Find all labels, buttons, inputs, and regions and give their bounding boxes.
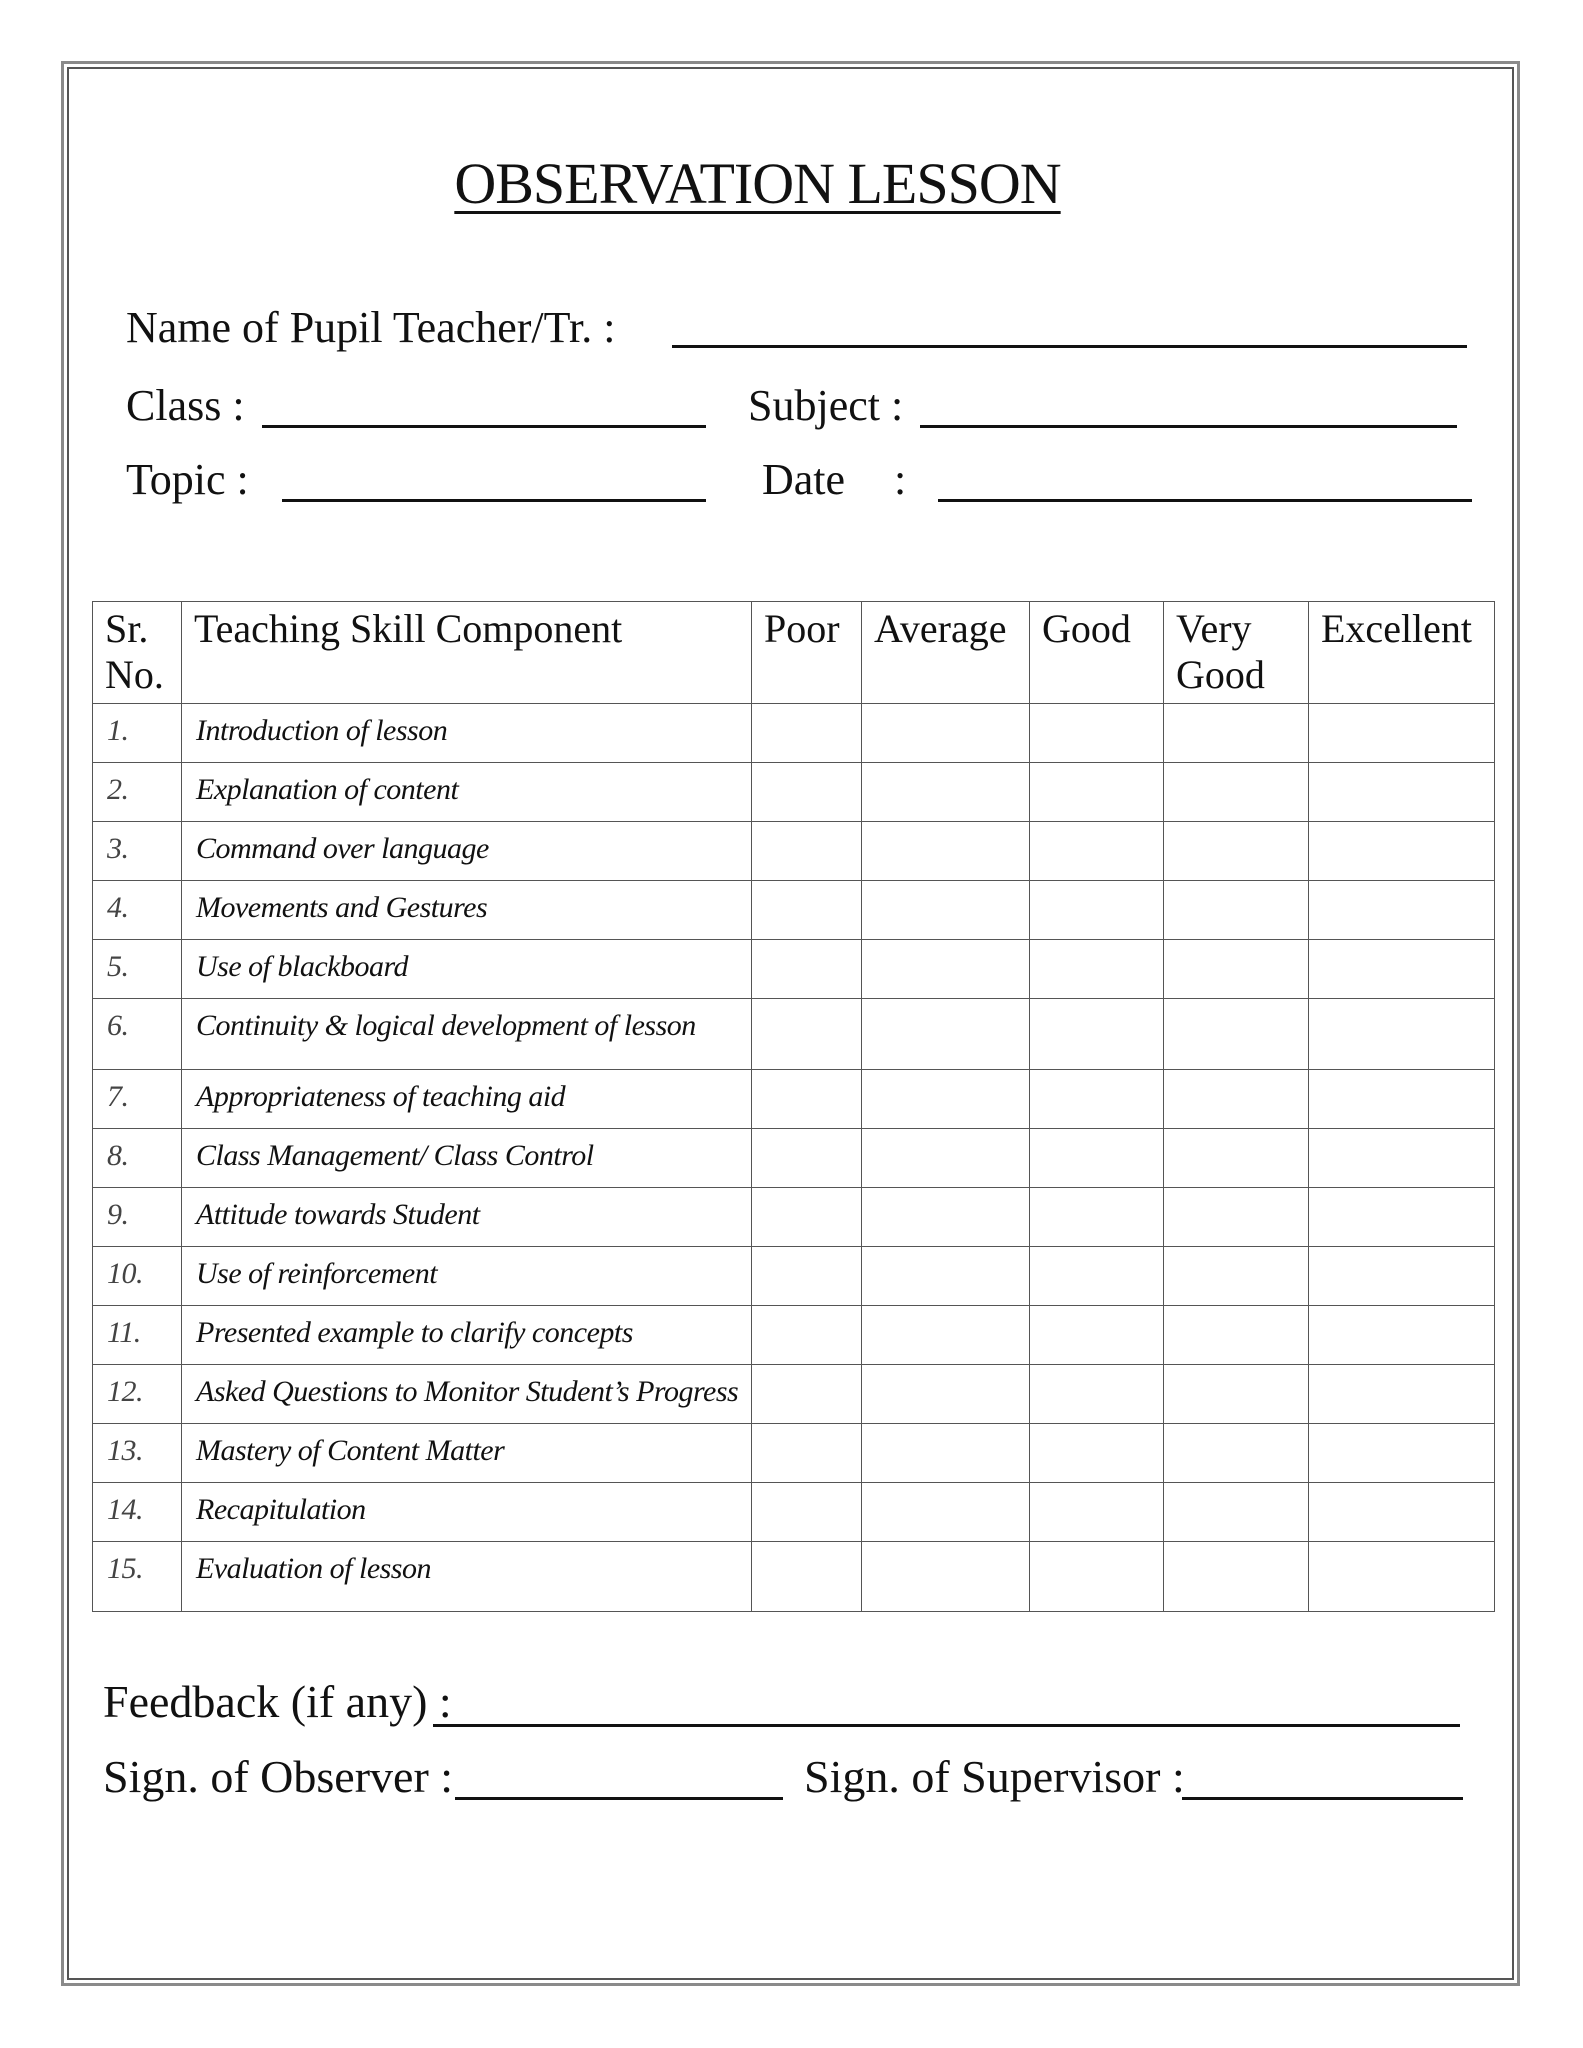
- rating-cell-poor[interactable]: [752, 1483, 862, 1542]
- form-title: OBSERVATION LESSON: [454, 151, 1061, 216]
- rating-cell-excellent[interactable]: [1309, 1365, 1495, 1424]
- rating-cell-good[interactable]: [1030, 1483, 1164, 1542]
- skill-component: Explanation of content: [182, 763, 752, 822]
- rating-cell-excellent[interactable]: [1309, 1483, 1495, 1542]
- row-number: 1.: [93, 704, 182, 763]
- row-number: 5.: [93, 940, 182, 999]
- observer-sign-field[interactable]: [455, 1797, 783, 1800]
- rating-cell-excellent[interactable]: [1309, 881, 1495, 940]
- feedback-label: Feedback (if any) :: [103, 1676, 452, 1727]
- header-good: Good: [1030, 602, 1164, 704]
- rating-cell-excellent[interactable]: [1309, 1306, 1495, 1365]
- rating-cell-average[interactable]: [862, 704, 1030, 763]
- rating-cell-poor[interactable]: [752, 999, 862, 1070]
- subject-label: Subject :: [748, 381, 904, 430]
- row-number: 12.: [93, 1365, 182, 1424]
- supervisor-sign-field[interactable]: [1182, 1797, 1463, 1800]
- rating-cell-very-good[interactable]: [1164, 1129, 1309, 1188]
- rating-cell-very-good[interactable]: [1164, 1247, 1309, 1306]
- rating-cell-average[interactable]: [862, 1424, 1030, 1483]
- rating-cell-good[interactable]: [1030, 763, 1164, 822]
- rating-cell-poor[interactable]: [752, 1542, 862, 1612]
- class-field[interactable]: [262, 425, 706, 428]
- rating-cell-very-good[interactable]: [1164, 1188, 1309, 1247]
- row-number: 8.: [93, 1129, 182, 1188]
- rating-cell-poor[interactable]: [752, 1365, 862, 1424]
- rating-cell-poor[interactable]: [752, 1247, 862, 1306]
- row-number: 3.: [93, 822, 182, 881]
- rating-cell-average[interactable]: [862, 881, 1030, 940]
- skill-component: Mastery of Content Matter: [182, 1424, 752, 1483]
- skill-component: Use of blackboard: [182, 940, 752, 999]
- observer-sign-label: Sign. of Observer :: [103, 1751, 454, 1802]
- rating-cell-good[interactable]: [1030, 1070, 1164, 1129]
- rating-cell-excellent[interactable]: [1309, 704, 1495, 763]
- feedback-field[interactable]: [433, 1724, 1460, 1727]
- rating-cell-excellent[interactable]: [1309, 940, 1495, 999]
- rating-cell-very-good[interactable]: [1164, 1542, 1309, 1612]
- header-sr-no: Sr. No.: [93, 602, 182, 704]
- table-row: [93, 940, 1495, 999]
- rating-cell-excellent[interactable]: [1309, 822, 1495, 881]
- rating-cell-very-good[interactable]: [1164, 1424, 1309, 1483]
- rating-cell-average[interactable]: [862, 1188, 1030, 1247]
- rating-cell-very-good[interactable]: [1164, 1070, 1309, 1129]
- row-number: 13.: [93, 1424, 182, 1483]
- rating-cell-poor[interactable]: [752, 704, 862, 763]
- row-number: 15.: [93, 1542, 182, 1612]
- class-label: Class :: [126, 381, 245, 430]
- table-row: [93, 1188, 1495, 1247]
- rating-cell-average[interactable]: [862, 1129, 1030, 1188]
- row-number: 9.: [93, 1188, 182, 1247]
- table-row: [93, 1129, 1495, 1188]
- rating-cell-good[interactable]: [1030, 881, 1164, 940]
- skill-component: Evaluation of lesson: [182, 1542, 752, 1612]
- rating-cell-poor[interactable]: [752, 1129, 862, 1188]
- rating-cell-poor[interactable]: [752, 763, 862, 822]
- rating-cell-excellent[interactable]: [1309, 1247, 1495, 1306]
- rating-cell-very-good[interactable]: [1164, 704, 1309, 763]
- skill-component: Movements and Gestures: [182, 881, 752, 940]
- rating-cell-good[interactable]: [1030, 822, 1164, 881]
- topic-label: Topic :: [126, 455, 249, 504]
- rating-cell-good[interactable]: [1030, 1188, 1164, 1247]
- header-component: Teaching Skill Component: [182, 602, 752, 704]
- row-number: 2.: [93, 763, 182, 822]
- table-row: [93, 1424, 1495, 1483]
- table-row: [93, 1070, 1495, 1129]
- rating-cell-good[interactable]: [1030, 1306, 1164, 1365]
- rating-cell-average[interactable]: [862, 1070, 1030, 1129]
- rating-cell-very-good[interactable]: [1164, 822, 1309, 881]
- rating-cell-good[interactable]: [1030, 1247, 1164, 1306]
- header-very-good: Very Good: [1164, 602, 1309, 704]
- skill-component: Recapitulation: [182, 1483, 752, 1542]
- rating-cell-excellent[interactable]: [1309, 1188, 1495, 1247]
- rating-cell-poor[interactable]: [752, 940, 862, 999]
- rating-cell-very-good[interactable]: [1164, 1483, 1309, 1542]
- skill-component: Asked Questions to Monitor Student’s Progress: [182, 1365, 752, 1424]
- rating-cell-poor[interactable]: [752, 822, 862, 881]
- rating-cell-average[interactable]: [862, 1306, 1030, 1365]
- rating-cell-very-good[interactable]: [1164, 1306, 1309, 1365]
- table-row: [93, 881, 1495, 940]
- skill-component: Appropriateness of teaching aid: [182, 1070, 752, 1129]
- rating-cell-poor[interactable]: [752, 1188, 862, 1247]
- row-number: 14.: [93, 1483, 182, 1542]
- rating-cell-average[interactable]: [862, 1483, 1030, 1542]
- rating-cell-good[interactable]: [1030, 940, 1164, 999]
- table-row: [93, 1365, 1495, 1424]
- table-row: [93, 1483, 1495, 1542]
- rating-cell-very-good[interactable]: [1164, 881, 1309, 940]
- rating-cell-good[interactable]: [1030, 999, 1164, 1070]
- rating-cell-good[interactable]: [1030, 704, 1164, 763]
- rating-cell-poor[interactable]: [752, 1424, 862, 1483]
- row-number: 11.: [93, 1306, 182, 1365]
- rating-cell-poor[interactable]: [752, 881, 862, 940]
- topic-field[interactable]: [282, 499, 706, 502]
- skill-rating-table: [92, 601, 1495, 1612]
- skill-component: Introduction of lesson: [182, 704, 752, 763]
- rating-cell-average[interactable]: [862, 1542, 1030, 1612]
- skill-component: Continuity & logical development of lesson: [182, 999, 752, 1070]
- rating-cell-good[interactable]: [1030, 1542, 1164, 1612]
- skill-component: Presented example to clarify concepts: [182, 1306, 752, 1365]
- table-row: [93, 763, 1495, 822]
- header-average: Average: [862, 602, 1030, 704]
- rating-cell-very-good[interactable]: [1164, 1365, 1309, 1424]
- rating-cell-good[interactable]: [1030, 1129, 1164, 1188]
- rating-cell-very-good[interactable]: [1164, 999, 1309, 1070]
- rating-cell-poor[interactable]: [752, 1306, 862, 1365]
- rating-cell-excellent[interactable]: [1309, 1070, 1495, 1129]
- rating-cell-average[interactable]: [862, 1365, 1030, 1424]
- table-row: [93, 999, 1495, 1070]
- row-number: 4.: [93, 881, 182, 940]
- skill-component: Attitude towards Student: [182, 1188, 752, 1247]
- rating-cell-excellent[interactable]: [1309, 1424, 1495, 1483]
- rating-cell-average[interactable]: [862, 763, 1030, 822]
- row-number: 10.: [93, 1247, 182, 1306]
- supervisor-sign-label: Sign. of Supervisor :: [804, 1751, 1185, 1802]
- row-number: 7.: [93, 1070, 182, 1129]
- row-number: 6.: [93, 999, 182, 1070]
- rating-cell-average[interactable]: [862, 822, 1030, 881]
- skill-component: Use of reinforcement: [182, 1247, 752, 1306]
- rating-cell-average[interactable]: [862, 1247, 1030, 1306]
- rating-cell-good[interactable]: [1030, 1424, 1164, 1483]
- rating-cell-excellent[interactable]: [1309, 1129, 1495, 1188]
- table-row: [93, 1247, 1495, 1306]
- header-poor: Poor: [752, 602, 862, 704]
- rating-cell-poor[interactable]: [752, 1070, 862, 1129]
- rating-cell-average[interactable]: [862, 999, 1030, 1070]
- date-field[interactable]: [938, 499, 1472, 502]
- table-row: [93, 704, 1495, 763]
- rating-cell-excellent[interactable]: [1309, 763, 1495, 822]
- table-row: [93, 822, 1495, 881]
- skill-component: Command over language: [182, 822, 752, 881]
- rating-cell-very-good[interactable]: [1164, 763, 1309, 822]
- date-label: Date :: [762, 455, 907, 504]
- rating-cell-excellent[interactable]: [1309, 999, 1495, 1070]
- subject-field[interactable]: [920, 425, 1457, 428]
- rating-cell-very-good[interactable]: [1164, 940, 1309, 999]
- table-header-row: [93, 602, 1495, 704]
- pupil-teacher-field[interactable]: [672, 345, 1467, 348]
- table-row: [93, 1306, 1495, 1365]
- rating-cell-good[interactable]: [1030, 1365, 1164, 1424]
- skill-component: Class Management/ Class Control: [182, 1129, 752, 1188]
- rating-cell-average[interactable]: [862, 940, 1030, 999]
- rating-cell-excellent[interactable]: [1309, 1542, 1495, 1612]
- table-row: [93, 1542, 1495, 1612]
- header-excellent: Excellent: [1309, 602, 1495, 704]
- pupil-teacher-label: Name of Pupil Teacher/Tr. :: [126, 303, 616, 352]
